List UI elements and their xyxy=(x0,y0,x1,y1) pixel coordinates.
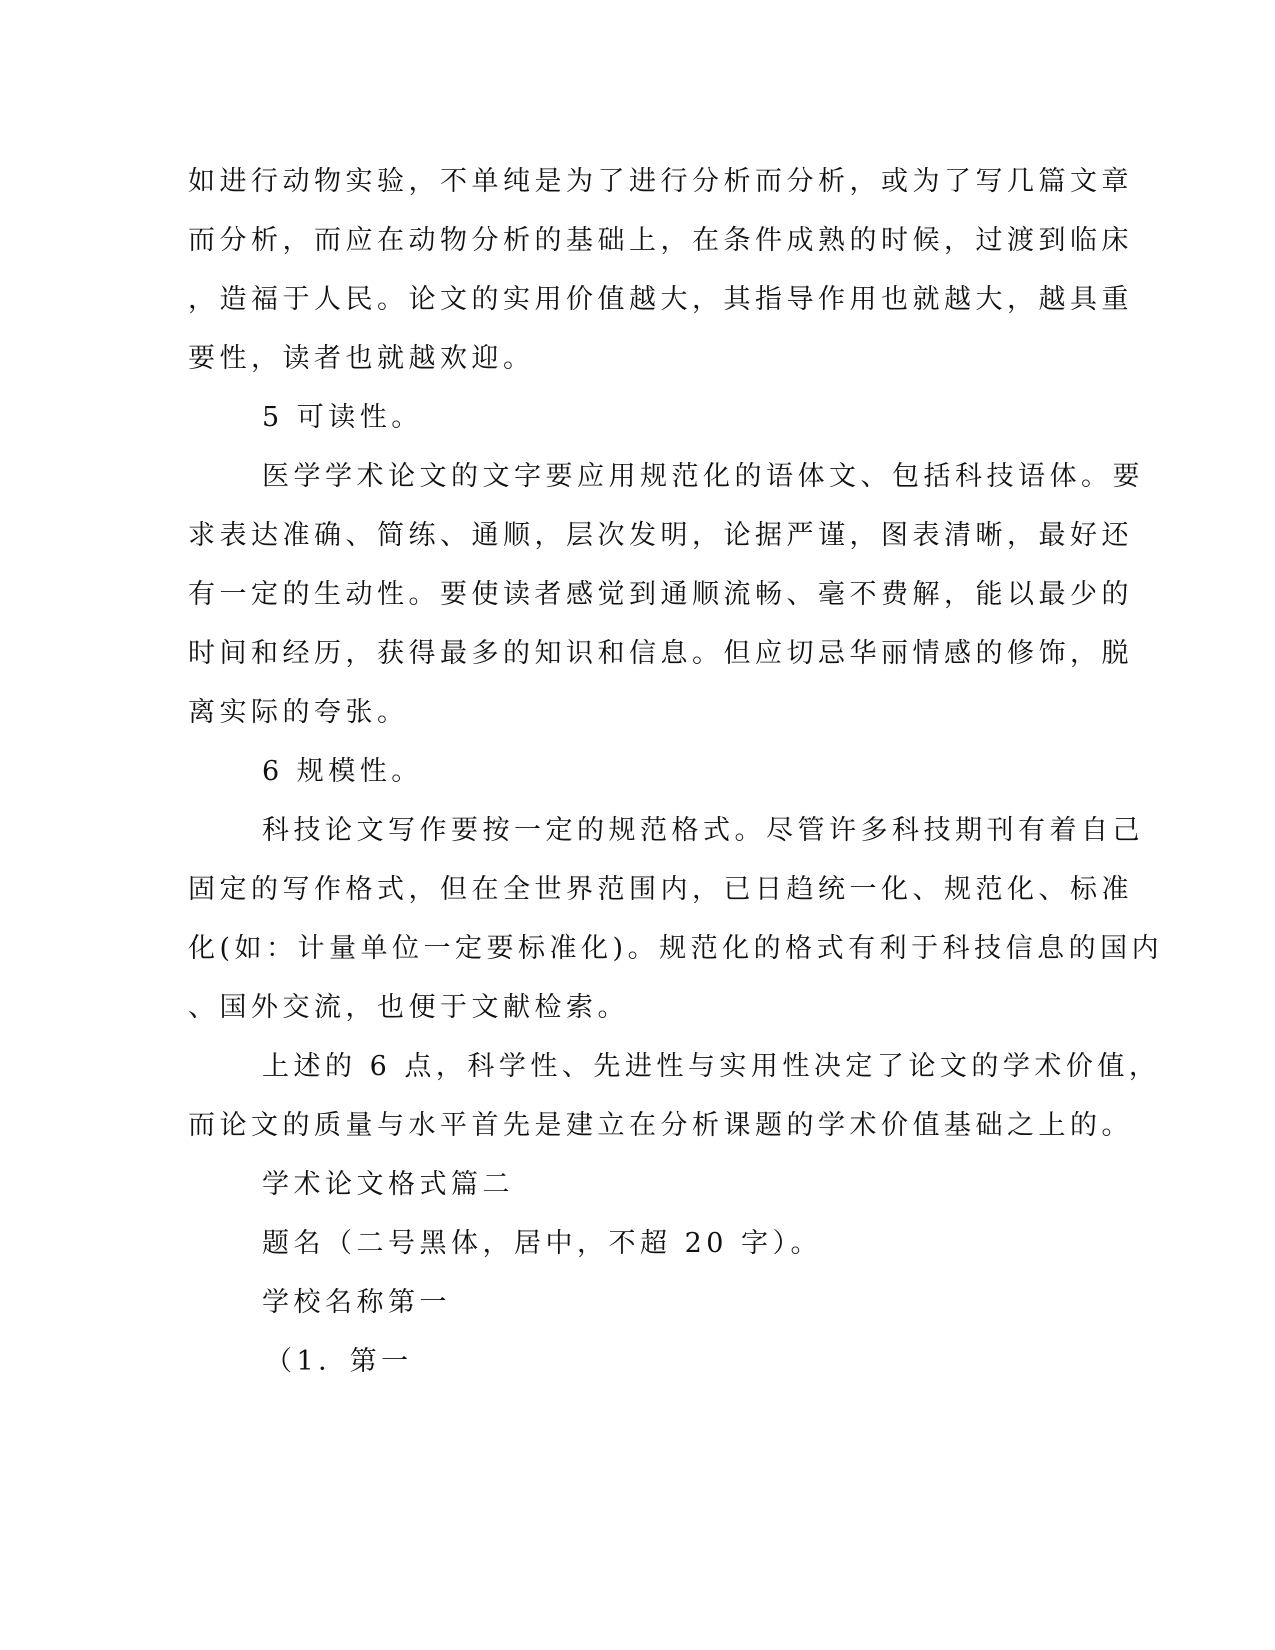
paragraph-line: 固定的写作格式，但在全世界范围内，已日趋统一化、规范化、标准 xyxy=(188,874,1133,905)
section-heading: 5 可读性。 xyxy=(262,402,423,433)
paragraph-line: 、国外交流，也便于文献检索。 xyxy=(188,992,629,1023)
section-heading: 6 规模性。 xyxy=(262,756,423,787)
paragraph-line: ，造福于人民。论文的实用价值越大，其指导作用也就越大，越具重 xyxy=(188,284,1133,315)
paragraph-line: 而论文的质量与水平首先是建立在分析课题的学术价值基础之上的。 xyxy=(188,1110,1133,1141)
paragraph-line: 医学学术论文的文字要应用规范化的语体文、包括科技语体。要 xyxy=(262,461,1144,492)
paragraph-line: 要性，读者也就越欢迎。 xyxy=(188,343,535,374)
paragraph-line: 科技论文写作要按一定的规范格式。尽管许多科技期刊有着自己 xyxy=(262,815,1144,846)
paragraph-line: （1．第一 xyxy=(265,1346,413,1377)
paragraph-line: 如进行动物实验，不单纯是为了进行分析而分析，或为了写几篇文章 xyxy=(188,166,1133,197)
paragraph-line: 上述的 6 点，科学性、先进性与实用性决定了论文的学术价值， xyxy=(262,1051,1161,1082)
paragraph-line: 时间和经历，获得最多的知识和信息。但应切忌华丽情感的修饰，脱 xyxy=(188,638,1133,669)
paragraph-line: 题名（二号黑体，居中，不超 20 字）。 xyxy=(262,1228,823,1259)
paragraph-line: 而分析，而应在动物分析的基础上，在条件成熟的时候，过渡到临床 xyxy=(188,225,1133,256)
paragraph-line: 有一定的生动性。要使读者感觉到通顺流畅、毫不费解，能以最少的 xyxy=(188,579,1133,610)
paragraph-line: 化(如：计量单位一定要标准化)。规范化的格式有利于科技信息的国内 xyxy=(188,933,1164,964)
paragraph-line: 学校名称第一 xyxy=(262,1287,451,1318)
paragraph-line: 求表达准确、简练、通顺，层次发明，论据严谨，图表清晰，最好还 xyxy=(188,520,1133,551)
section-heading: 学术论文格式篇二 xyxy=(262,1169,514,1200)
paragraph-line: 离实际的夸张。 xyxy=(188,697,409,728)
